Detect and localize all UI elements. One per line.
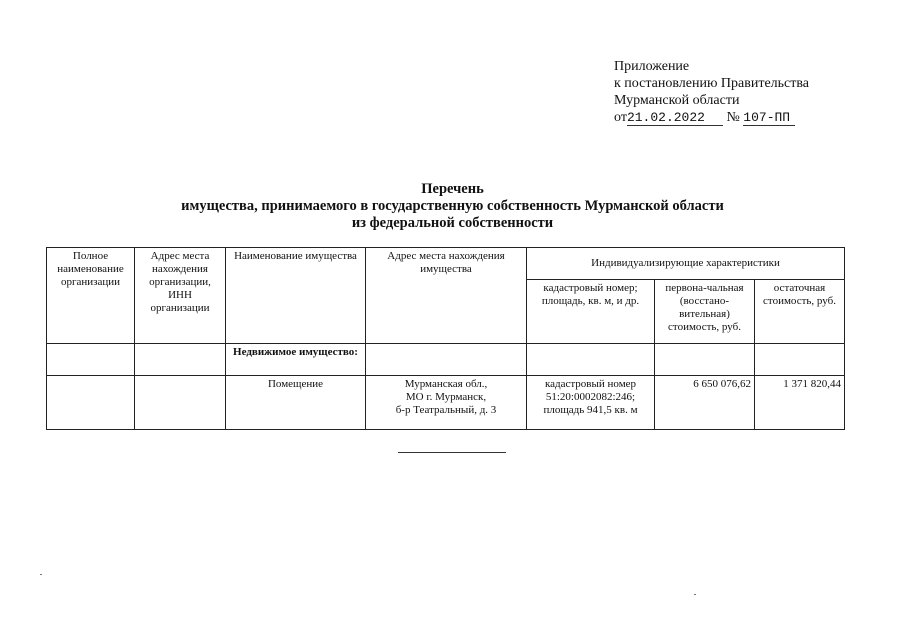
header-full-name: Полное наименование организации xyxy=(47,248,135,344)
appendix-date-line xyxy=(614,109,809,126)
empty-cell xyxy=(366,344,527,376)
appendix-line2: к постановлению Правительства xyxy=(614,76,810,91)
table-row xyxy=(47,376,845,430)
cell-property-name: Помещение xyxy=(226,376,366,430)
number-field: 107-ПП xyxy=(743,110,795,126)
document-title xyxy=(0,181,905,232)
address-line1: Мурманская обл., xyxy=(404,378,488,390)
empty-cell xyxy=(135,344,226,376)
empty-cell xyxy=(527,344,655,376)
title-line1: Перечень xyxy=(421,181,484,197)
appendix-line1: Приложение xyxy=(614,59,690,74)
header-cadastral: кадастровый номер; площадь, кв. м, и др. xyxy=(527,280,655,344)
cadastral-line1: кадастровый номер xyxy=(544,378,637,390)
date-prefix: от xyxy=(614,110,627,125)
address-line2: МО г. Мурманск, xyxy=(405,391,487,403)
header-characteristics: Индивидуализирующие характеристики xyxy=(527,248,845,280)
title-line2: имущества, принимаемого в государственную собственность Мурманской области xyxy=(181,198,724,214)
cadastral-line2: 51:20:0002082:246; xyxy=(545,391,636,403)
header-row xyxy=(47,248,845,280)
header-property-name: Наименование имущества xyxy=(226,248,366,344)
empty-cell xyxy=(755,344,845,376)
footer-separator xyxy=(398,452,506,453)
cell-full-name xyxy=(47,376,135,430)
scan-speck xyxy=(694,594,696,595)
header-residual-cost: остаточная стоимость, руб. xyxy=(755,280,845,344)
number-sign: № xyxy=(726,110,740,125)
cadastral-line3: площадь 941,5 кв. м xyxy=(543,404,638,416)
header-org-address: Адрес места нахождения организации, ИНН организации xyxy=(135,248,226,344)
date-field: 21.02.2022 xyxy=(627,110,723,126)
cell-cadastral xyxy=(527,376,655,430)
header-property-address: Адрес места нахождения имущества xyxy=(366,248,527,344)
cell-property-address xyxy=(366,376,527,430)
section-row xyxy=(47,344,845,376)
title-line3: из федеральной собственности xyxy=(351,215,554,231)
appendix-line3: Мурманской области xyxy=(614,93,740,108)
cell-initial-cost: 6 650 076,62 xyxy=(655,376,755,430)
appendix-block xyxy=(614,58,809,126)
empty-cell xyxy=(655,344,755,376)
cell-residual-cost: 1 371 820,44 xyxy=(755,376,845,430)
property-table xyxy=(46,247,845,430)
empty-cell xyxy=(47,344,135,376)
scan-speck xyxy=(40,574,42,575)
section-label: Недвижимое имущество: xyxy=(226,344,366,376)
cell-org-address xyxy=(135,376,226,430)
address-line3: б-р Театральный, д. 3 xyxy=(395,404,497,416)
header-initial-cost: первона-чальная (восстано-вительная) стоимость, руб. xyxy=(655,280,755,344)
